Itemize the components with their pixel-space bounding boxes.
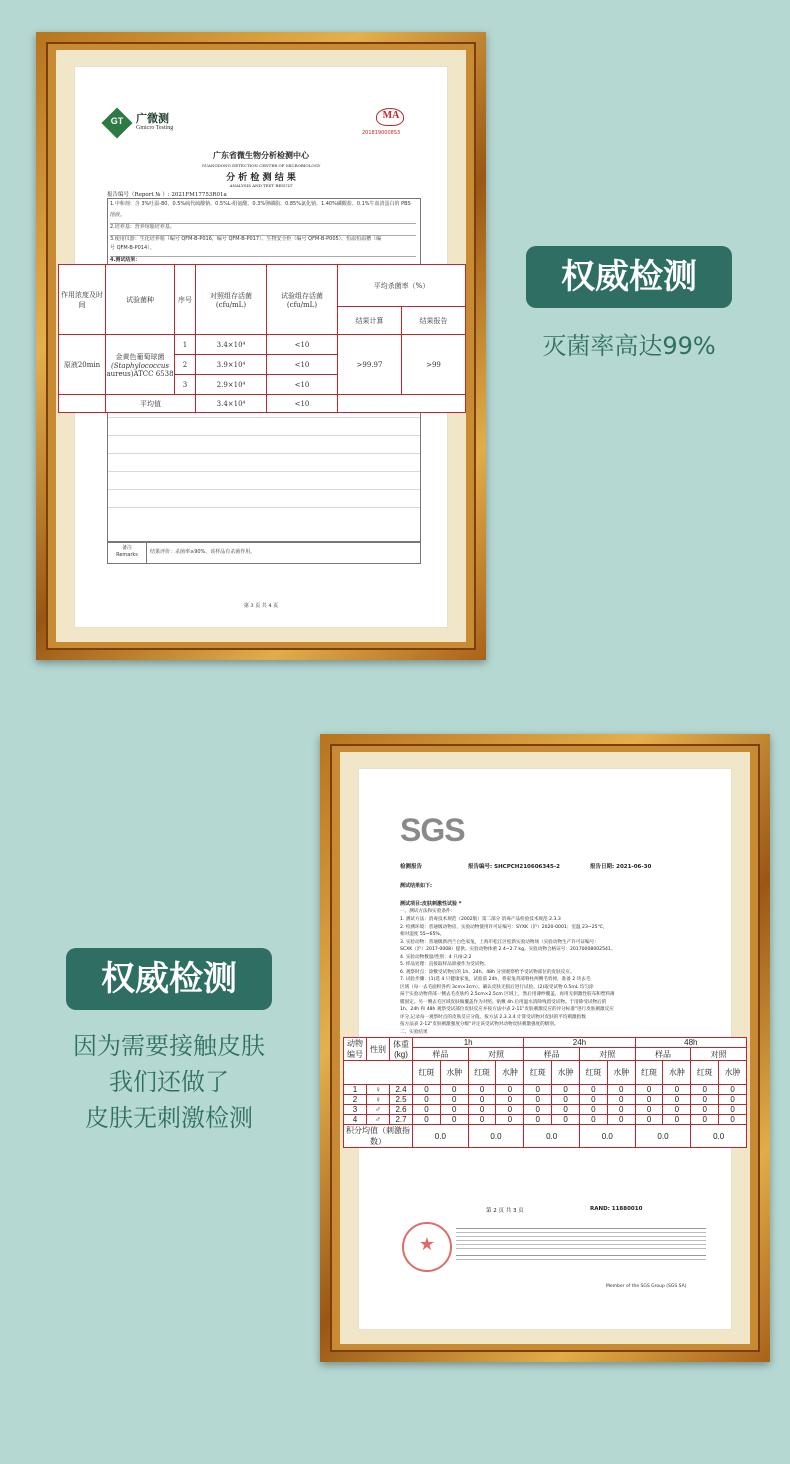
table-cell: 0 [663,1105,691,1115]
gt-logo-mark: GT [110,116,124,126]
col-header-strain: 试验菌种 [106,265,175,335]
table-cell: 0 [440,1095,468,1105]
table-cell: 0 [691,1115,719,1125]
table-cell: 0.0 [635,1125,691,1148]
cma-mark: MA [382,110,400,121]
table-cell: 2 [344,1095,367,1105]
sgs-member: Member of the SGS Group (SGS SA) [606,1284,687,1289]
method-line: 区域（每一去毛面积各约 3cm×3cm）。确认皮肤无损后进行试验。(2)取受试物 0.5mL 均匀涂 [400,984,594,990]
table-cell: 0.0 [413,1125,469,1148]
authority-badge-1 [526,246,732,308]
table-cell: 0 [691,1095,719,1105]
report-number: 报告编号: SHCPCH210606345-2 [468,864,560,870]
avg-control: 3.4×10⁴ [196,395,267,413]
sub-header-swell: 水肿 [496,1061,524,1085]
cell-concentration: 原液20min [59,335,106,395]
table-row [344,1115,747,1125]
sub-header-red: 红斑 [468,1061,496,1085]
method-line: 1h、24h 和 48h 观察受试部位皮肤反应并按方法中表 2-11"皮肤刺激反应的评分标准"进行皮肤刺激反应 [400,1007,614,1012]
table-cell: 0 [496,1115,524,1125]
table-cell: 0 [607,1095,635,1105]
table-cell: 0 [635,1105,663,1115]
table-cell: 0.0 [691,1125,747,1148]
sub-header-red: 红斑 [579,1061,607,1085]
logo-subtext: Gmicro Testing [136,125,174,131]
method-line: SCXK（沪）2017-0008）提供。实验动物体重 2.4~2.7 kg。实验动物合格证号：20170008002541。 [400,947,616,952]
col-header-animal: 动物编号 [344,1038,367,1061]
table-cell: 0 [663,1085,691,1095]
table-cell: 0 [552,1095,580,1105]
col-header-test: 试验组存活菌(cfu/mL) [267,265,338,335]
table-row [344,1105,747,1115]
table-cell: 0 [691,1085,719,1095]
badge-title-1: 权威检测 [561,257,697,297]
table-cell: 2.6 [390,1105,413,1115]
table-cell: 0 [607,1115,635,1125]
table-cell: 0 [552,1105,580,1115]
table-cell: 0 [635,1085,663,1095]
sub-header-control: 对照 [691,1048,747,1061]
blank-table-lines [108,399,420,529]
badge-subtitle-2 [30,1028,308,1136]
table-cell: 0 [663,1095,691,1105]
table-cell: 4 [344,1115,367,1125]
table-cell: 2.9×10⁴ [196,375,267,395]
remarks-text: 结果评价：杀菌率≥90%，该样品有杀菌作用。 [150,549,256,555]
badge-subtitle-1: 灭菌率高达99% [542,332,716,360]
method-line: 6. 观察时点：涂敷受试物后的 1h、24h、48h 分别观察给予受试物部位的皮肤反应。 [400,969,575,975]
sub-header-red: 红斑 [524,1061,552,1085]
col-header-rate-result: 结果计算 [338,307,402,335]
sgs-logo: SGS [400,812,465,848]
test-method-heading: 一、测试方法和实验条件： [400,909,456,914]
sub-header-sample: 样品 [635,1048,691,1061]
table-cell: 0 [719,1105,747,1115]
report-number: 报告编号（Report № ）: 2021FM17753R01a [107,192,227,198]
table-cell: 0 [524,1115,552,1125]
info-line-4: 4.测试结果： [110,256,416,264]
table-cell: 2 [175,355,196,375]
strain-name-cn: 金黄色葡萄球菌 [115,352,165,361]
info-line-2: 2.培养基：营养琼脂培养基。 [110,223,416,231]
col-header-24h: 24h [524,1038,635,1048]
rand-number: RAND: 11880010 [590,1206,643,1212]
table-cell: 0 [663,1115,691,1125]
table-row [344,1085,747,1095]
table-cell: 0 [440,1115,468,1125]
table-cell: 0 [496,1105,524,1115]
method-line: 5. 样品处理：直接取样品原液作为受试物。 [400,962,489,967]
badge-subtitle-line: 因为需要接触皮肤 [73,1032,265,1060]
cell-strain [106,335,175,395]
sub-header-swell: 水肿 [663,1061,691,1085]
table-cell: <10 [267,375,338,395]
table-cell: 3 [344,1105,367,1115]
table-cell: 1 [175,335,196,355]
info-line-1b: 溶液。 [110,212,126,218]
table-cell: ♀ [367,1085,390,1095]
method-line: 4. 实验动物数量/性别：4 只/♀:2:2 [400,954,472,960]
method-line: 抹于实验动物背部一侧去毛皮肤约 2.5cm×2.5cm 区域上，然后用薄纱覆盖，再用无刺激性胶布和塑料薄 [400,992,615,997]
table-cell: 0 [440,1085,468,1095]
sgs-seal-icon [402,1222,452,1272]
sub-header-sample: 样品 [524,1048,580,1061]
result-title-en: ANALYSIS AND TEST RESULT [229,183,293,188]
col-header-sex: 性别 [367,1038,390,1061]
test-item: 测试项目:皮肤刺激性试验 * [400,901,462,907]
table-cell: 0 [607,1105,635,1115]
table-cell: 0 [719,1095,747,1105]
table-cell: 3.9×10⁴ [196,355,267,375]
table-cell: 0.0 [579,1125,635,1148]
sub-header-swell: 水肿 [552,1061,580,1085]
report-label: 检测报告 [400,864,423,870]
logo-text: 广微测 [136,112,169,125]
table-row-average [344,1125,747,1148]
method-line: 二、实验结果 [400,1029,428,1035]
table-cell: 1 [344,1085,367,1095]
method-line: 2. 检测环境：普通级动物房，实验动物使用许可证编号：SYXK（沪）2020-0001；室温 23~25℃， [400,924,608,930]
info-line-1: 1.中和剂：含 3%吐温-80、0.5%硫代硫酸钠、0.5%L-组氨酸、0.3%卵磷脂、0.85%氯化钠、1.40%磷酸盐、0.1%牛血清蛋白的 PBS [110,201,411,207]
method-line: 膜固定。另一侧去毛区域皮肤做覆盖作为对照。贴敷 4h 后用温水清除残留受试物。于清除受试物后的 [400,999,607,1005]
col-header-rate: 平均杀菌率（%） [338,265,466,307]
table-cell: 0 [552,1115,580,1125]
sub-header-control: 对照 [579,1048,635,1061]
table-cell: 3 [175,375,196,395]
table-cell: 0 [719,1115,747,1125]
table-cell: 0 [635,1095,663,1105]
bactericidal-result-table [58,264,466,413]
test-method-body [400,916,700,1036]
col-header-rate-report: 结果报告 [402,307,466,335]
remarks-label: 备注 Remarks [116,545,138,558]
method-line: 相对湿度 55~65%。 [400,932,445,937]
page-number: 第 3 页 共 4 页 [243,603,279,609]
center-title-en: GUANGDONG DETECTION CENTER OF MICROBIOLOGY [201,163,321,168]
table-cell: 0 [579,1115,607,1125]
table-cell: 2.4 [390,1085,413,1095]
table-cell: 0 [635,1115,663,1125]
table-cell: <10 [267,355,338,375]
info-line-3b: 号 QFM-B-P014）。 [110,245,155,251]
strain-name-latin-1: (Staphylococcus [111,361,169,370]
col-header-weight: 体重(kg) [390,1038,413,1061]
avg-label: 积分均值（刺激指数） [344,1125,413,1148]
table-cell: 2.7 [390,1115,413,1125]
col-header-48h: 48h [635,1038,746,1048]
cell-rate-report: >99 [402,335,466,395]
info-line-3: 3.使用仪器：生化培养箱（编号 QFM-B-P016，编号 QFM-B-P017）、生物安全柜（编号 QFM-B-P005）、恒温恒温槽（编 [110,235,416,243]
table-cell: 0 [691,1105,719,1115]
table-cell: 0.0 [524,1125,580,1148]
sub-header-swell: 水肿 [607,1061,635,1085]
page-number: 第 2 页 共 3 页 [486,1208,524,1214]
strain-name-latin-2: aureus)ATCC 6538 [106,369,174,378]
table-cell: 0 [524,1095,552,1105]
table-cell: 0 [468,1115,496,1125]
sub-header-swell: 水肿 [719,1061,747,1085]
table-cell: 2.5 [390,1095,413,1105]
method-line: 1. 测试方法：消毒技术规范（2002版）第二部分 消毒产品检验技术规范 2.3.3 [400,917,561,922]
table-cell: 0 [468,1105,496,1115]
sub-header-red: 红斑 [635,1061,663,1085]
col-header-seq: 序号 [175,265,196,335]
table-cell: ♂ [367,1115,390,1125]
table-cell: 0 [468,1095,496,1105]
table-cell: ♀ [367,1095,390,1105]
table-row [344,1095,747,1105]
star-icon: ★ [418,1234,436,1255]
table-cell: 0 [579,1085,607,1095]
col-header-1h: 1h [413,1038,524,1048]
method-line: 7. 试验步骤：(1)选 4 只健康家兔，试验前 24h，将家兔背部脊柱两侧毛剪掉，准备 2 块去毛 [400,977,591,982]
skin-irritation-table [343,1037,747,1148]
method-line: 3. 实验动物：普通级新西兰白色家兔，上海市松江区松新实验动物场（实验动物生产许可证编号： [400,939,599,945]
avg-test: <10 [267,395,338,413]
authority-badge-2 [66,948,272,1010]
table-cell: 0 [468,1085,496,1095]
table-cell: 0 [413,1095,441,1105]
table-cell: 3.4×10⁴ [196,335,267,355]
footer-fine-print [456,1224,706,1270]
table-cell: 0 [440,1105,468,1115]
sub-header-red: 红斑 [413,1061,441,1085]
table-cell: 0 [524,1085,552,1095]
cma-number: 2018190008S3 [362,130,401,136]
report-date: 报告日期: 2021-06-30 [590,864,652,870]
table-cell: 0 [719,1085,747,1095]
table-cell: 0 [607,1085,635,1095]
table-cell: 0 [579,1095,607,1105]
table-cell: 0 [496,1085,524,1095]
avg-label: 平均值 [106,395,196,413]
method-line: 按方法表 2-12"皮肤刺激强度分级"评定该受试物对动物皮肤刺激强度的级别。 [400,1022,559,1027]
col-header-concentration: 作用浓度及时间 [59,265,106,335]
remarks-box [107,542,421,564]
table-cell: 0 [413,1085,441,1095]
badge-title-2: 权威检测 [101,959,237,999]
table-cell: <10 [267,335,338,355]
table-cell: 0 [524,1105,552,1115]
col-header-control: 对照组存活菌(cfu/mL) [196,265,267,335]
sub-header-swell: 水肿 [440,1061,468,1085]
table-cell: 0 [579,1105,607,1115]
table-cell: ♂ [367,1105,390,1115]
result-title: 分 析 检 测 结 果 [226,173,296,183]
table-cell: 0 [552,1085,580,1095]
badge-subtitle-line: 皮肤无刺激检测 [85,1104,253,1132]
table-cell: 0 [413,1115,441,1125]
method-line: 评分,记录每一观察时点的皮肤反应分值。按方法 2.3.3.4 计算受试物对皮肤的平均刺激指数 [400,1014,586,1020]
sub-header-control: 对照 [468,1048,524,1061]
sub-header-sample: 样品 [413,1048,469,1061]
table-cell: 0 [496,1095,524,1105]
sub-header-red: 红斑 [691,1061,719,1085]
table-cell: 0 [413,1105,441,1115]
results-intro: 测试结果如下: [400,883,433,889]
cell-rate-result: >99.97 [338,335,402,395]
center-title: 广东省微生物分析检测中心 [213,150,309,160]
table-cell: 0.0 [468,1125,524,1148]
badge-subtitle-line: 我们还做了 [109,1068,229,1096]
